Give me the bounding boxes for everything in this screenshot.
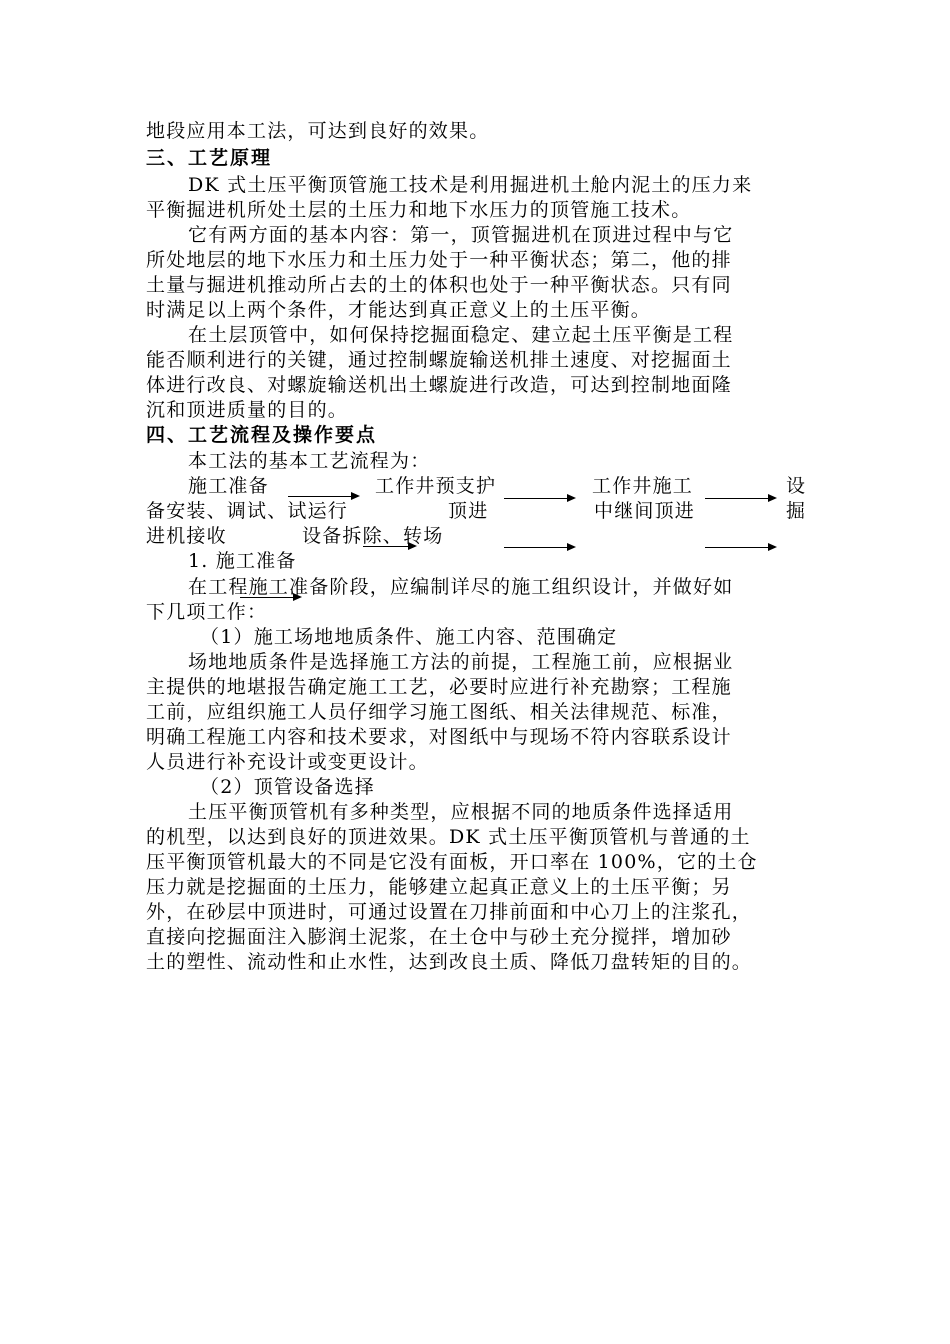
flow-arrow [288,496,358,497]
paragraph-line: 能否顺利进行的关键，通过控制螺旋输送机排土速度、对挖掘面土 [146,349,732,371]
subsection-heading: （1）施工场地地质条件、施工内容、范围确定 [200,626,618,648]
section-heading-4: 四、工艺流程及操作要点 [146,424,378,446]
paragraph-line: 它有两方面的基本内容：第一，顶管掘进机在顶进过程中与它 [188,224,734,246]
paragraph-line: 沉和顶进质量的目的。 [146,399,349,421]
paragraph-line: 时满足以上两个条件，才能达到真正意义上的土压平衡。 [146,299,652,321]
flow-arrow [363,546,415,547]
section-heading-3: 三、工艺原理 [146,147,273,169]
flow-step: 设 [786,475,807,497]
flow-arrow [705,498,775,499]
subsection-heading: （2）顶管设备选择 [200,776,375,798]
flow-step: 备安装、调试、试运行 [146,500,349,522]
flow-step: 顶进 [448,500,489,522]
subsection-heading: 1. 施工准备 [188,550,297,572]
flow-step: 工作井施工 [592,475,694,497]
paragraph-line: 工前，应组织施工人员仔细学习施工图纸、相关法律规范、标准， [146,701,732,723]
paragraph-line: 土的塑性、流动性和止水性，达到改良土质、降低刀盘转矩的目的。 [146,951,753,973]
paragraph-line: 土压平衡顶管机有多种类型，应根据不同的地质条件选择适用 [188,801,734,823]
flow-step: 中继间顶进 [594,500,696,522]
paragraph-line: 本工法的基本工艺流程为： [188,450,431,472]
paragraph-line: 平衡掘进机所处土层的土压力和地下水压力的顶管施工技术。 [146,199,692,221]
paragraph-line: 主提供的地堪报告确定施工工艺，必要时应进行补充勘察；工程施 [146,676,732,698]
paragraph-line: 场地地质条件是选择施工方法的前提，工程施工前，应根据业 [188,651,734,673]
paragraph-line: 体进行改良、对螺旋输送机出土螺旋进行改造，可达到控制地面隆 [146,374,732,396]
paragraph-line: 在土层顶管中，如何保持挖掘面稳定、建立起土压平衡是工程 [188,324,734,346]
paragraph-line: 直接向挖掘面注入膨润土泥浆，在土仓中与砂土充分搅拌，增加砂 [146,926,732,948]
paragraph-line: 人员进行补充设计或变更设计。 [146,751,429,773]
flow-arrow [504,498,574,499]
flow-step: 工作井预支护 [375,475,497,497]
paragraph-line: 压平衡顶管机最大的不同是它没有面板，开口率在 100%，它的土仓 [146,851,758,873]
paragraph-line: 的机型，以达到良好的顶进效果。DK 式土压平衡顶管机与普通的土 [146,826,751,848]
paragraph-line: 明确工程施工内容和技术要求，对图纸中与现场不符内容联系设计 [146,726,732,748]
paragraph-line: 外，在砂层中顶进时，可通过设置在刀排前面和中心刀上的注浆孔， [146,901,753,923]
paragraph-line: 下几项工作： [146,601,268,623]
paragraph-line: 在工程施工准备阶段，应编制详尽的施工组织设计，并做好如 [188,576,734,598]
flow-step: 设备拆除、转场 [302,525,444,547]
flow-step: 掘 [786,500,807,522]
flow-step: 施工准备 [188,475,269,497]
paragraph-line: 土量与掘进机推动所占去的土的体积也处于一种平衡状态。只有同 [146,274,732,296]
paragraph-line: 所处地层的地下水压力和土压力处于一种平衡状态；第二，他的排 [146,249,732,271]
paragraph-line: DK 式土压平衡顶管施工技术是利用掘进机土舱内泥土的压力来 [188,174,753,196]
paragraph-line: 压力就是挖掘面的土压力，能够建立起真正意义上的土压平衡；另 [146,876,732,898]
flow-step: 进机接收 [146,525,227,547]
paragraph-line: 地段应用本工法，可达到良好的效果。 [146,120,490,142]
